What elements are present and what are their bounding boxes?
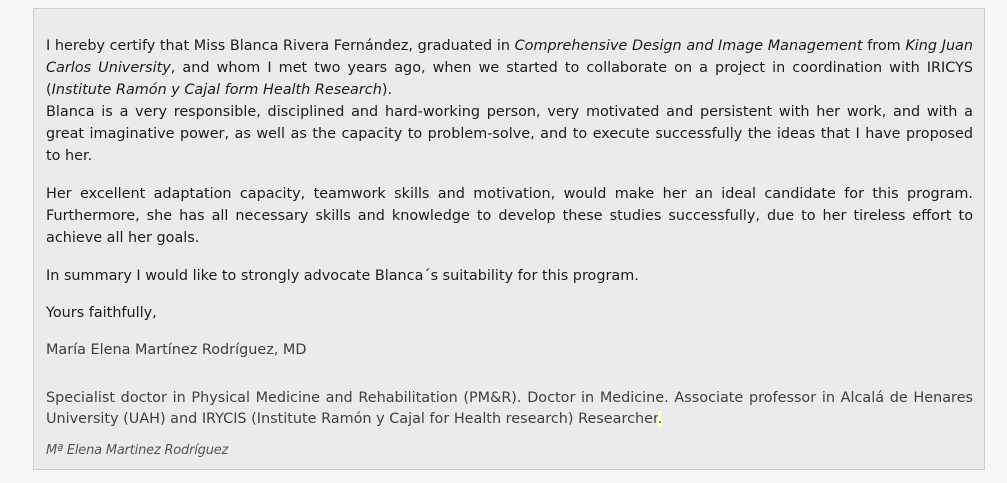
letter-body — [46, 35, 973, 462]
paragraph-summary: In summary I would like to strongly advocate Blanca´s suitability for this program. — [46, 268, 639, 284]
certification-text-2: from — [862, 38, 906, 54]
credentials-period: . — [657, 411, 663, 427]
paragraph-certification — [46, 35, 973, 101]
signer-credentials — [46, 388, 973, 430]
certification-text-4: ). — [381, 82, 393, 98]
institute-name: Institute Ramón y Cajal form Health Research — [51, 82, 382, 98]
signature: Mª Elena Martinez Rodríguez — [46, 443, 229, 458]
paragraph-recommendation: Her excellent adaptation capacity, teamwork skills and motivation, would make her an ideal candidate for this program. Furthermore, she has all necessary skills and knowledge to develop these studies successfully, due to her tireless effort to achieve all her goals. — [46, 186, 973, 246]
closing-line: Yours faithfully, — [46, 305, 157, 321]
certification-text-1: I hereby certify that Miss Blanca Rivera Fernández, graduated in — [46, 38, 515, 54]
credentials-text: Specialist doctor in Physical Medicine and Rehabilitation (PM&R). Doctor in Medicine. Associate professor in Alcalá de Henares University (UAH) and IRYCIS (Institute Ramón y Cajal for Health research) Researcher — [46, 390, 973, 427]
signer-name: María Elena Martínez Rodríguez, MD — [46, 342, 307, 358]
letter-container — [33, 8, 985, 470]
degree-name: Comprehensive Design and Image Management — [514, 38, 863, 54]
university-name: King Juan Carlos University — [46, 38, 974, 76]
paragraph-qualities: Blanca is a very responsible, disciplined and hard-working person, very motivated and persistent with her work, and with a great imaginative power, as well as the capacity to problem-solve, and to execute successfully the ideas that I have proposed to her. — [46, 104, 973, 164]
certification-text-3: , and whom I met two years ago, when we started to collaborate on a project in coordination with IRICYS ( — [46, 60, 973, 98]
